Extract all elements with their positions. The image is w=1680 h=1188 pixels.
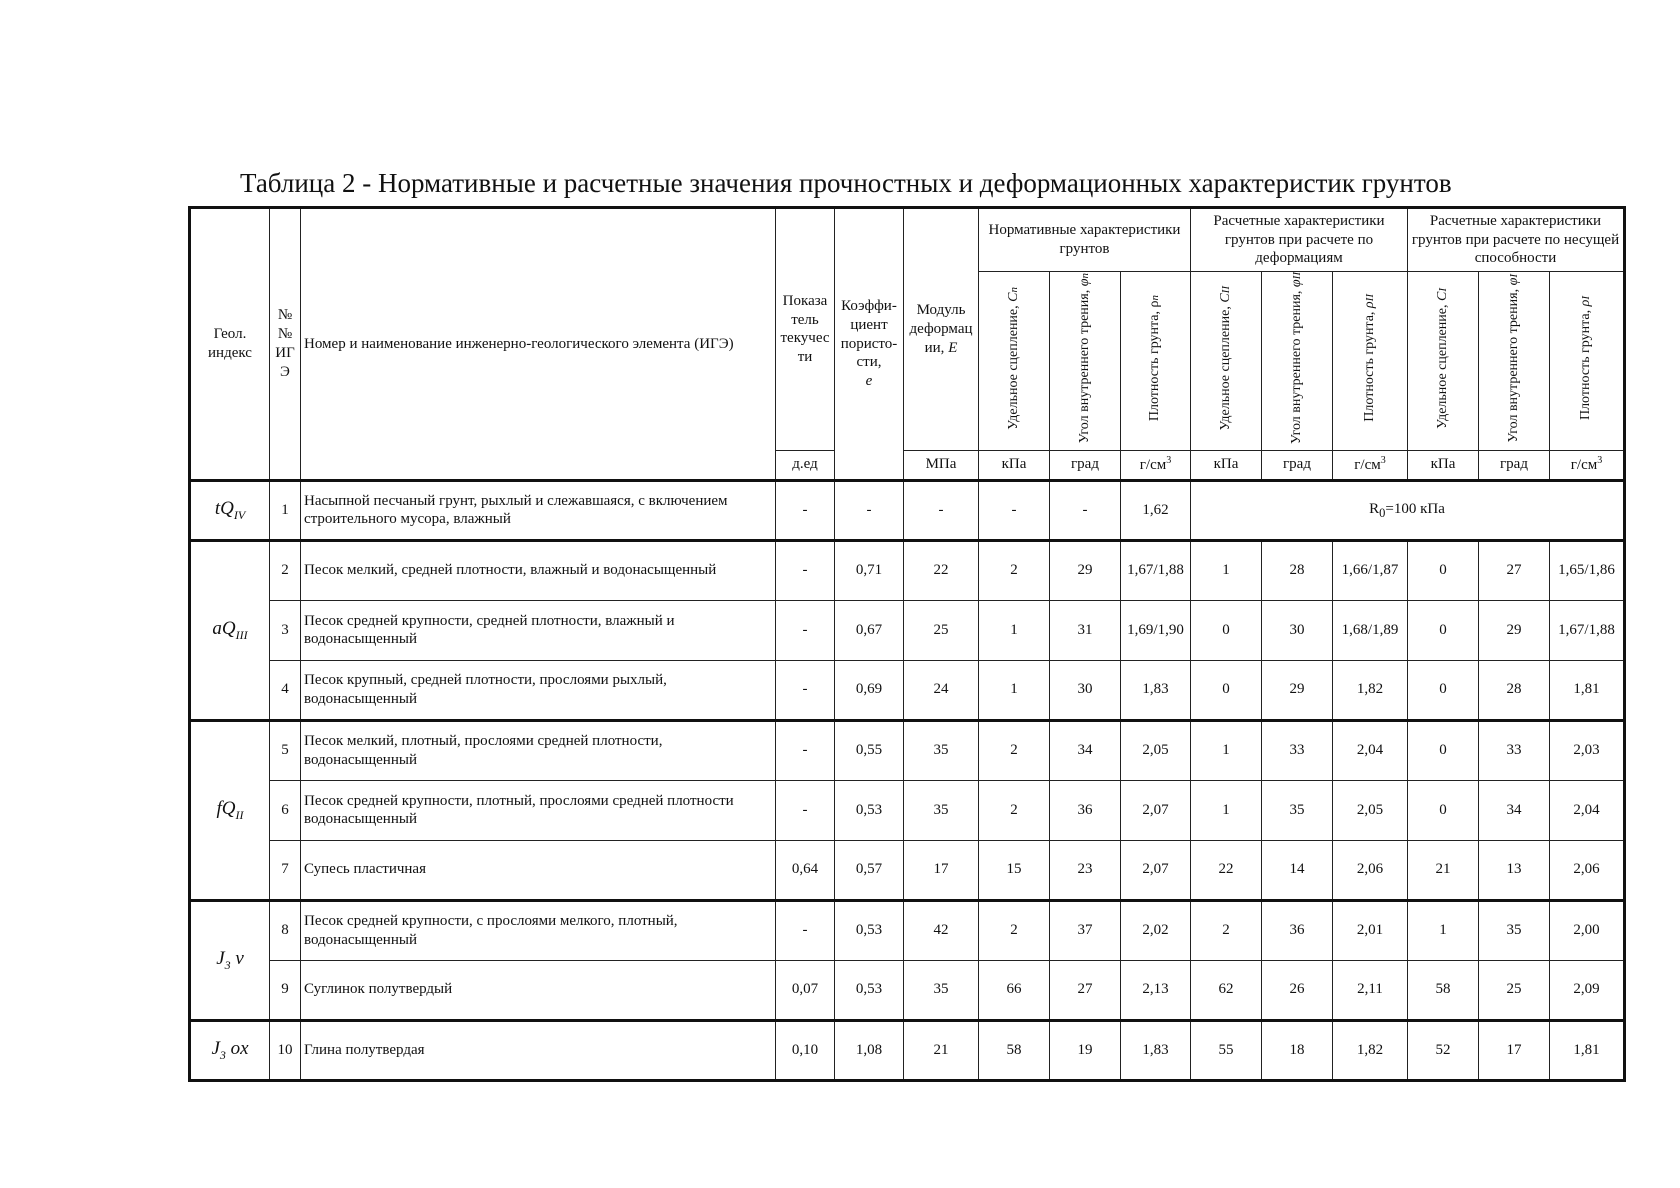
cell-cohesion-i: 52	[1408, 1020, 1479, 1080]
header-density-label: Плотность грунта,	[1578, 309, 1594, 421]
cell-density-ii: 1,68/1,89	[1333, 600, 1408, 660]
cell-fluidity: 0,07	[776, 960, 835, 1020]
unit-density-base: г/см	[1354, 456, 1381, 473]
cell-friction-n: 29	[1050, 540, 1121, 600]
unit-density-exp: 3	[1597, 454, 1603, 466]
cell-fluidity: -	[776, 720, 835, 780]
cell-friction-i: 28	[1479, 660, 1550, 720]
header-cohesion-label: Удельное сцепление,	[1434, 304, 1450, 429]
ige-number: 6	[270, 780, 301, 840]
header-friction-ii	[1262, 272, 1333, 451]
header-porosity-symbol: e	[865, 373, 873, 390]
geo-index-sub: II	[235, 808, 244, 823]
geo-index-tq	[190, 480, 270, 540]
cell-density-n: 2,13	[1121, 960, 1191, 1020]
cell-friction-i: 33	[1479, 720, 1550, 780]
cell-cohesion-n: 1	[979, 660, 1050, 720]
geo-index-sub: 3	[219, 1048, 226, 1063]
soil-properties-table	[188, 206, 1626, 1082]
cell-cohesion-n: 2	[979, 540, 1050, 600]
cell-friction-i: 27	[1479, 540, 1550, 600]
cell-density-n: 2,07	[1121, 840, 1191, 900]
geo-index-sub: III	[235, 628, 248, 643]
cell-density-ii: 2,04	[1333, 720, 1408, 780]
cell-cohesion-i: 0	[1408, 660, 1479, 720]
cell-friction-ii: 33	[1262, 720, 1333, 780]
cell-friction-n: 23	[1050, 840, 1121, 900]
unit-density-exp: 3	[1166, 454, 1172, 466]
geo-index-j3v	[190, 900, 270, 1020]
cell-friction-i: 35	[1479, 900, 1550, 960]
unit-density-base: г/см	[1139, 456, 1167, 473]
symbol-sub: n	[1078, 272, 1091, 279]
header-porosity	[835, 208, 904, 481]
symbol-sub: I	[1580, 296, 1593, 300]
cell-density-i: 2,03	[1550, 720, 1625, 780]
header-modulus-symbol: E	[948, 339, 958, 356]
geo-index-sub: 3	[224, 958, 231, 973]
geo-index-aq	[190, 540, 270, 720]
cell-cohesion-ii: 1	[1191, 540, 1262, 600]
cell-density-n: 1,69/1,90	[1121, 600, 1191, 660]
cell-cohesion-n: 2	[979, 720, 1050, 780]
cell-cohesion-i: 0	[1408, 720, 1479, 780]
cell-fluidity: 0,10	[776, 1020, 835, 1080]
cell-density-ii: 2,06	[1333, 840, 1408, 900]
unit-kpa: кПа	[979, 450, 1050, 480]
cell-porosity: 0,69	[835, 660, 904, 720]
cell-friction-n: 30	[1050, 660, 1121, 720]
cell-density-i: 1,81	[1550, 660, 1625, 720]
cell-modulus: 35	[904, 780, 979, 840]
cell-density-ii: 1,66/1,87	[1333, 540, 1408, 600]
cell-cohesion-ii: 22	[1191, 840, 1262, 900]
cell-cohesion-ii: 2	[1191, 900, 1262, 960]
symbol-phi: φ	[1288, 279, 1304, 288]
cell-cohesion-ii: 0	[1191, 660, 1262, 720]
cell-porosity: -	[835, 480, 904, 540]
geo-index-suffix: ox	[225, 1038, 249, 1060]
cell-fluidity: -	[776, 900, 835, 960]
cell-density-ii: 1,82	[1333, 1020, 1408, 1080]
header-group-normative: Нормативные характеристики грунтов	[979, 208, 1191, 272]
ige-name: Песок мелкий, средней плотности, влажный и водонасыщенный	[301, 540, 776, 600]
cell-porosity: 0,55	[835, 720, 904, 780]
symbol-sub: II	[1363, 294, 1376, 302]
unit-grad: град	[1262, 450, 1333, 480]
cell-friction-ii: 14	[1262, 840, 1333, 900]
header-cohesion-label: Удельное сцепление,	[1217, 305, 1233, 431]
unit-density-base: г/см	[1570, 456, 1598, 473]
cell-cohesion-n: 1	[979, 600, 1050, 660]
cell-friction-n: 19	[1050, 1020, 1121, 1080]
symbol-sub: I	[1436, 287, 1449, 292]
cell-friction-n: 31	[1050, 600, 1121, 660]
unit-modulus: МПа	[904, 450, 979, 480]
cell-modulus: 17	[904, 840, 979, 900]
cell-density-i: 2,09	[1550, 960, 1625, 1020]
cell-friction-n: 34	[1050, 720, 1121, 780]
cell-modulus: 22	[904, 540, 979, 600]
header-friction-label: Угол внутреннего трения,	[1288, 290, 1304, 445]
cell-friction-ii: 30	[1262, 600, 1333, 660]
cell-porosity: 1,08	[835, 1020, 904, 1080]
ige-number: 10	[270, 1020, 301, 1080]
cell-friction-ii: 28	[1262, 540, 1333, 600]
table-row	[190, 480, 1625, 540]
cell-porosity: 0,53	[835, 900, 904, 960]
symbol-sub: II	[1219, 285, 1232, 294]
unit-kpa: кПа	[1408, 450, 1479, 480]
cell-cohesion-i: 1	[1408, 900, 1479, 960]
cell-modulus: 25	[904, 600, 979, 660]
table-row	[190, 780, 1625, 840]
table-row	[190, 540, 1625, 600]
cell-cohesion-ii: 1	[1191, 780, 1262, 840]
cell-fluidity: 0,64	[776, 840, 835, 900]
geo-index-base: J	[216, 948, 225, 970]
header-ige-name: Номер и наименование инженерно-геологического элемента (ИГЭ)	[301, 208, 776, 481]
cell-density-n: 1,83	[1121, 660, 1191, 720]
header-friction-n	[1050, 272, 1121, 451]
cell-density-n: 1,62	[1121, 480, 1191, 540]
cell-modulus: 35	[904, 960, 979, 1020]
symbol-sub: II	[1290, 272, 1303, 280]
cell-density-ii: 2,01	[1333, 900, 1408, 960]
cell-cohesion-i: 21	[1408, 840, 1479, 900]
symbol-sub: n	[1149, 294, 1162, 301]
cell-friction-ii: 29	[1262, 660, 1333, 720]
cell-cohesion-n: 2	[979, 780, 1050, 840]
unit-grad: град	[1050, 450, 1121, 480]
cell-porosity: 0,71	[835, 540, 904, 600]
cell-cohesion-n: -	[979, 480, 1050, 540]
table-row	[190, 660, 1625, 720]
ige-number: 3	[270, 600, 301, 660]
cell-cohesion-i: 0	[1408, 780, 1479, 840]
cell-density-n: 1,67/1,88	[1121, 540, 1191, 600]
symbol-sub: I	[1507, 273, 1520, 278]
header-density-n	[1121, 272, 1191, 451]
cell-density-i: 1,81	[1550, 1020, 1625, 1080]
geo-index-base: tQ	[214, 498, 234, 520]
table-row	[190, 960, 1625, 1020]
ige-number: 7	[270, 840, 301, 900]
r0-sub: 0	[1379, 505, 1386, 520]
cell-cohesion-n: 58	[979, 1020, 1050, 1080]
header-friction-i	[1479, 272, 1550, 451]
unit-density	[1121, 450, 1191, 480]
ige-name: Песок мелкий, плотный, прослоями средней плотности, водонасыщенный	[301, 720, 776, 780]
cell-density-n: 2,05	[1121, 720, 1191, 780]
cell-cohesion-n: 15	[979, 840, 1050, 900]
r0-value: =100 кПа	[1385, 500, 1445, 517]
ige-number: 9	[270, 960, 301, 1020]
cell-cohesion-n: 2	[979, 900, 1050, 960]
symbol-phi: φ	[1076, 278, 1092, 287]
cell-density-n: 2,07	[1121, 780, 1191, 840]
geo-index-j3ox	[190, 1020, 270, 1080]
ige-number: 5	[270, 720, 301, 780]
header-modulus	[904, 208, 979, 451]
cell-density-ii: 2,05	[1333, 780, 1408, 840]
cell-friction-n: -	[1050, 480, 1121, 540]
cell-density-i: 2,00	[1550, 900, 1625, 960]
header-row-groups	[190, 208, 1625, 272]
cell-cohesion-i: 58	[1408, 960, 1479, 1020]
geo-index-suffix: v	[230, 948, 244, 970]
cell-fluidity: -	[776, 780, 835, 840]
unit-density	[1550, 450, 1625, 480]
unit-kpa: кПа	[1191, 450, 1262, 480]
symbol-rho: ρ	[1147, 300, 1163, 308]
header-cohesion-ii	[1191, 272, 1262, 451]
cell-cohesion-ii: 1	[1191, 720, 1262, 780]
cell-friction-ii: 35	[1262, 780, 1333, 840]
unit-density	[1333, 450, 1408, 480]
ige-name: Суглинок полутвердый	[301, 960, 776, 1020]
header-porosity-label: Коэффи- циент пористо- сти,	[840, 298, 898, 371]
cell-modulus: -	[904, 480, 979, 540]
header-cohesion-i	[1408, 272, 1479, 451]
cell-friction-ii: 36	[1262, 900, 1333, 960]
cell-friction-i: 34	[1479, 780, 1550, 840]
header-ige-number: № № ИГ Э	[270, 208, 301, 481]
unit-density-exp: 3	[1380, 454, 1386, 466]
unit-grad: град	[1479, 450, 1550, 480]
r0-note	[1191, 480, 1625, 540]
cell-porosity: 0,67	[835, 600, 904, 660]
geo-index-base: aQ	[212, 618, 236, 640]
header-cohesion-label: Удельное сцепление,	[1005, 305, 1021, 430]
table-row	[190, 600, 1625, 660]
table-row	[190, 720, 1625, 780]
symbol-rho: ρ	[1361, 301, 1377, 309]
ige-number: 1	[270, 480, 301, 540]
ige-name: Песок средней крупности, плотный, прослоями средней плотности водонасыщенный	[301, 780, 776, 840]
cell-fluidity: -	[776, 540, 835, 600]
ige-name: Супесь пластичная	[301, 840, 776, 900]
cell-porosity: 0,57	[835, 840, 904, 900]
cell-cohesion-n: 66	[979, 960, 1050, 1020]
header-modulus-label: Модуль деформац ии,	[909, 302, 973, 356]
geo-index-sub: IV	[233, 508, 246, 523]
geo-index-fq	[190, 720, 270, 900]
ige-name: Песок средней крупности, с прослоями мелкого, плотный, водонасыщенный	[301, 900, 776, 960]
header-density-i	[1550, 272, 1625, 451]
cell-cohesion-i: 0	[1408, 600, 1479, 660]
ige-name: Глина полутвердая	[301, 1020, 776, 1080]
cell-friction-n: 27	[1050, 960, 1121, 1020]
header-cohesion-n	[979, 272, 1050, 451]
ige-name: Песок крупный, средней плотности, прослоями рыхлый, водонасыщенный	[301, 660, 776, 720]
symbol-rho: ρ	[1578, 299, 1594, 307]
cell-density-n: 2,02	[1121, 900, 1191, 960]
cell-friction-ii: 18	[1262, 1020, 1333, 1080]
cell-porosity: 0,53	[835, 960, 904, 1020]
cell-density-i: 1,65/1,86	[1550, 540, 1625, 600]
cell-porosity: 0,53	[835, 780, 904, 840]
header-density-label: Плотность грунта,	[1361, 311, 1377, 422]
ige-number: 4	[270, 660, 301, 720]
symbol-c: C	[1005, 292, 1021, 302]
cell-modulus: 21	[904, 1020, 979, 1080]
cell-modulus: 35	[904, 720, 979, 780]
cell-density-ii: 2,11	[1333, 960, 1408, 1020]
ige-number: 2	[270, 540, 301, 600]
table-row	[190, 840, 1625, 900]
table-row	[190, 1020, 1625, 1080]
header-friction-label: Угол внутреннего трения,	[1505, 288, 1521, 443]
cell-density-i: 1,67/1,88	[1550, 600, 1625, 660]
cell-cohesion-ii: 62	[1191, 960, 1262, 1020]
cell-friction-i: 17	[1479, 1020, 1550, 1080]
unit-fluidity: д.ед	[776, 450, 835, 480]
table-row	[190, 900, 1625, 960]
geo-index-base: fQ	[216, 798, 236, 820]
cell-fluidity: -	[776, 600, 835, 660]
table-title: Таблица 2 - Нормативные и расчетные значения прочностных и деформационных характеристик грунтов	[240, 168, 1452, 198]
header-density-ii	[1333, 272, 1408, 451]
header-geo-index: Геол. индекс	[190, 208, 270, 481]
cell-friction-ii: 26	[1262, 960, 1333, 1020]
header-group-deformation: Расчетные характеристики грунтов при расчете по деформациям	[1191, 208, 1408, 272]
header-density-label: Плотность грунта,	[1147, 310, 1163, 422]
cell-cohesion-i: 0	[1408, 540, 1479, 600]
ige-number: 8	[270, 900, 301, 960]
ige-name: Песок средней крупности, средней плотности, влажный и водонасыщенный	[301, 600, 776, 660]
cell-fluidity: -	[776, 480, 835, 540]
symbol-c: C	[1434, 291, 1450, 301]
cell-cohesion-ii: 55	[1191, 1020, 1262, 1080]
cell-friction-i: 29	[1479, 600, 1550, 660]
cell-friction-n: 36	[1050, 780, 1121, 840]
geo-index-base: J	[211, 1038, 220, 1060]
cell-fluidity: -	[776, 660, 835, 720]
cell-density-ii: 1,82	[1333, 660, 1408, 720]
symbol-c: C	[1217, 293, 1233, 303]
cell-modulus: 42	[904, 900, 979, 960]
cell-density-n: 1,83	[1121, 1020, 1191, 1080]
header-fluidity: Показа тель текучес ти	[776, 208, 835, 451]
cell-modulus: 24	[904, 660, 979, 720]
cell-friction-i: 13	[1479, 840, 1550, 900]
r0-symbol: R	[1369, 500, 1380, 517]
symbol-phi: φ	[1505, 277, 1521, 286]
ige-name: Насыпной песчаный грунт, рыхлый и слежавшаяся, с включением строительного мусора, влажный	[301, 480, 776, 540]
cell-density-i: 2,04	[1550, 780, 1625, 840]
cell-friction-i: 25	[1479, 960, 1550, 1020]
header-friction-label: Угол внутреннего трения,	[1076, 289, 1092, 444]
cell-density-i: 2,06	[1550, 840, 1625, 900]
symbol-sub: n	[1007, 286, 1020, 293]
header-group-bearing: Расчетные характеристики грунтов при расчете по несущей способности	[1408, 208, 1625, 272]
cell-cohesion-ii: 0	[1191, 600, 1262, 660]
cell-friction-n: 37	[1050, 900, 1121, 960]
